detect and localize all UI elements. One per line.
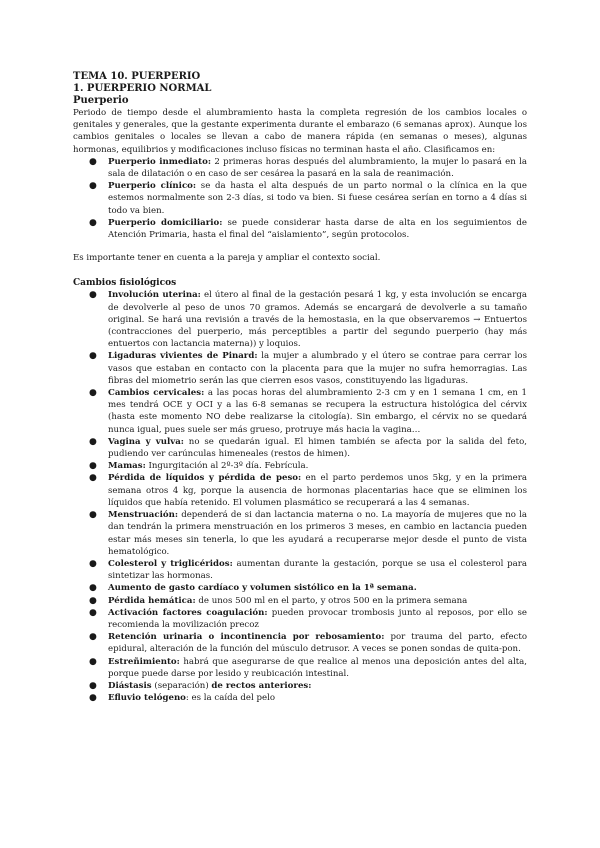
bullet-icon: ● — [89, 290, 97, 301]
bullet-icon: ● — [89, 558, 97, 569]
puerperio-types-list — [73, 156, 527, 241]
list-item: ● Estreñimiento: habrá que asegurarse de que realice al menos una deposición antes del alta, porque puede darse por lesido y reubicación intestinal. — [89, 656, 527, 679]
list-item: ● Ligaduras vivientes de Pinard: la mujer a alumbrado y el útero se contrae para cerrar los vasos que estaban en contacto con la placenta para que la mujer no sufra hemorragias. Las fibras del miometrio serán las que cierren esos vasos, constituyendo las ligaduras. — [89, 351, 527, 386]
bullet-icon: ● — [89, 473, 97, 484]
list-item: ● Activación factores coagulación: pueden provocar trombosis junto al reposos, por ello se recomienda la movilización precoz — [89, 607, 527, 630]
bullet-icon: ● — [89, 436, 97, 447]
physiological-changes-list — [73, 289, 527, 704]
bullet-icon: ● — [89, 217, 97, 228]
list-item: ● Retención urinaria o incontinencia por rebosamiento: por trauma del parto, efecto epidural, alteración de la función del músculo detrusor. A veces se ponen sondas de quita-pon. — [89, 632, 527, 655]
list-item: ● Pérdida hemática: de unos 500 ml en el parto, y otros 500 en la primera semana — [89, 595, 468, 606]
bullet-icon: ● — [89, 656, 97, 667]
bullet-icon: ● — [89, 680, 97, 691]
list-item: ● Pérdida de líquidos y pérdida de peso: en el parto perdemos unos 5kg, y en la primera semana otros 4 kg, porque la ausencia de hormonas placentarias hace que se eliminen los líquidos que había retenido. El volumen plasmático se recuperará a las 4 semanas. — [89, 473, 527, 508]
bullet-icon: ● — [89, 351, 97, 362]
bullet-icon: ● — [89, 388, 97, 399]
bullet-icon: ● — [89, 693, 97, 704]
list-item: ● Menstruación: dependerá de si dan lactancia materna o no. La mayoría de mujeres que no la dan tendrán la primera menstruación en los primeros 3 meses, en cambio en lactancia pueden estar más meses sin tenerla, lo que les ayudará a recuperarse mejor desde el punto de vista hematológico. — [89, 510, 527, 557]
bullet-icon: ● — [89, 181, 97, 192]
document-page — [73, 71, 527, 704]
list-item: ● Vagina y vulva: no se quedarán igual. El himen también se afecta por la salida del feto, pudiendo ver carúnculas himeneales (restos de himen). — [89, 436, 527, 460]
list-item: ● Colesterol y triglicéridos: aumentan durante la gestación, porque se usa el colesterol para sintetizar las hormonas. — [89, 558, 528, 582]
list-item: ● Mamas: Ingurgitación al 2º-3º día. Febrícula. — [89, 461, 309, 472]
list-item: ● Puerperio clínico: se da hasta el alta después de un parto normal o la clínica en la que estemos normalmente son 2-3 días, si todo va bien. Si fuese cesárea serían en torno a 4 días si todo va bien. — [89, 181, 527, 216]
bullet-icon: ● — [89, 595, 97, 606]
list-item: ● Aumento de gasto cardíaco y volumen sistólico en la 1ª semana. — [89, 583, 417, 594]
context-note: Es importante tener en cuenta a la pareja y ampliar el contexto social. — [73, 253, 381, 264]
bullet-icon: ● — [89, 632, 97, 643]
list-item: ● Efluvio telógeno: es la caída del pelo — [89, 693, 275, 704]
list-item: ● Involución uterina: el útero al final de la gestación pesará 1 kg, y esta involución se encarga de devolverle al peso de unos 70 gramos. Además se encargará de devolverle a su tamaño original. Se hará una revisión a través de la hemostasia, en la que observaremos → Entuertos (contracciones del puerperio, más perceptibles a partir del segundo puerperio (hay más entuertos con lactancia materna)) y loquios. — [89, 290, 527, 350]
list-item: ● Cambios cervicales: a las pocas horas del alumbramiento 2-3 cm y en 1 semana 1 cm, en 1 mes tendrá OCE y OCI y a las 6-8 semanas se recupera la estructura histológica del cérvix (hasta este momento NO debe realizarse la citología). Sin embargo, el cérvix no se quedará nunca igual, pues suele ser más grueso, protruye más hacia la vagina… — [89, 388, 527, 435]
intro-paragraph: Periodo de tiempo desde el alumbramiento hasta la completa regresión de los cambios locales o genitales y generales, que la gestante experimenta durante el embarazo (6 semanas aprox). Aunque los cambios genitales o locales se llevan a cabo de manera rápida (en semanas o meses), algunas hormonas, equilibrios y modificaciones incluso físicas no terminan hasta el año. Clasificamos en: — [73, 108, 527, 155]
bullet-icon: ● — [89, 461, 97, 472]
list-item: ● Puerperio domiciliario: se puede considerar hasta darse de alta en los seguimientos de Atención Primaria, hasta el final del “aislamiento”, según protocolos. — [89, 217, 527, 241]
changes-heading: Cambios fisiológicos — [73, 278, 177, 289]
document-title: TEMA 10. PUERPERIO — [73, 71, 201, 82]
list-item: ● Diástasis (separación) de rectos anteriores: — [89, 680, 312, 691]
bullet-icon: ● — [89, 583, 97, 594]
subsection-heading: Puerperio — [73, 95, 129, 106]
section-heading: 1. PUERPERIO NORMAL — [73, 83, 212, 94]
bullet-icon: ● — [89, 156, 97, 167]
bullet-icon: ● — [89, 510, 97, 521]
bullet-icon: ● — [89, 607, 97, 618]
list-item: ● Puerperio inmediato: 2 primeras horas después del alumbramiento, la mujer lo pasará en la sala de dilatación o en caso de ser cesárea la pasará en la sala de reanimación. — [89, 156, 527, 180]
